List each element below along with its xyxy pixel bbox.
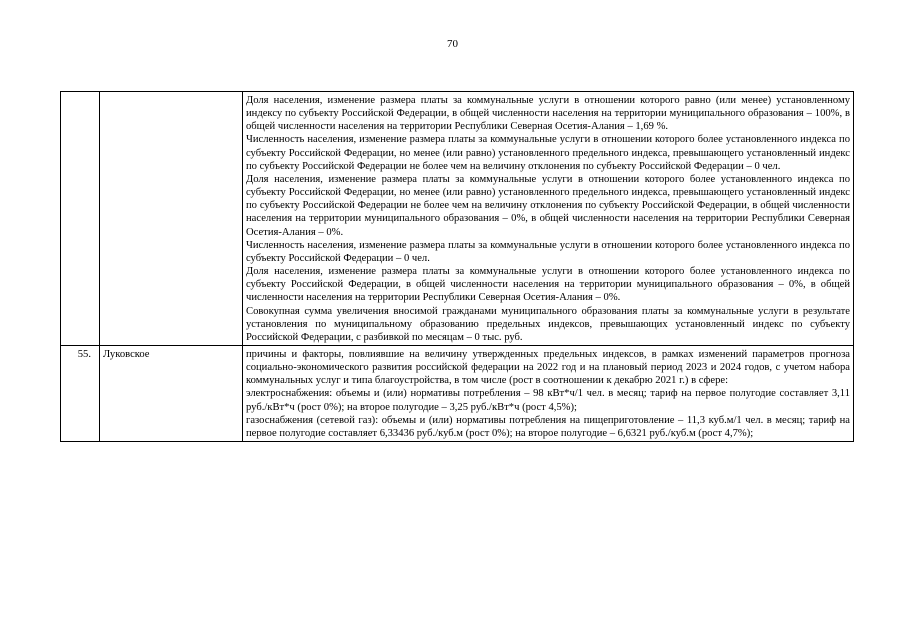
paragraph: Численность населения, изменение размера платы за коммунальные услуги в отношении которого более установленного индекса по субъекту Российской Федерации, но менее (или равно) установленного предельного индекса, превышающего установленный индекс по субъекту Российской Федерации не более чем на величину отклонения по субъекту Российской Федерации – 0 чел. xyxy=(246,134,850,172)
paragraph: причины и факторы, повлиявшие на величину утвержденных предельных индексов, в рамках изменений параметров прогноза социально-экономического развития российской федерации на 2022 год и на плановый период 2023 и 2024 годов, с учетом набора коммунальных услуг и типа благоустройства, в том числе (рост в соотношении к декабрю 2021 г.) в сфере: xyxy=(246,348,850,387)
content-table xyxy=(60,91,854,442)
table-row xyxy=(61,92,854,346)
municipality-name-cell: Луковское xyxy=(100,345,243,441)
paragraph: Доля населения, изменение размера платы за коммунальные услуги в отношении которого равно (или менее) установленному индексу по субъекту Российской Федерации, в общей численности населения на территории муниципального образования – 100%, в общей численности населения на территории Республики Северная Осетия-Алания – 1,69 %. xyxy=(246,95,850,133)
paragraph: газоснабжения (сетевой газ): объемы и (или) нормативы потребления на пищеприготовление – 11,3 куб.м/1 чел. в месяц; тариф на первое полугодие составляет 6,33436 руб./куб.м (рост 0%); на второе полугодие – 6,6321 руб./куб.м (рост 4,7%); xyxy=(246,414,850,439)
paragraph: электроснабжения: объемы и (или) нормативы потребления – 98 кВт*ч/1 чел. в месяц; тариф на первое полугодие составляет 3,11 руб./кВт*ч (рост 0%); на второе полугодие – 3,25 руб./кВт*ч (рост 4,5%); xyxy=(246,388,850,413)
description-cell xyxy=(243,92,854,346)
description-cell xyxy=(243,345,854,441)
paragraph: Совокупная сумма увеличения вносимой гражданами муниципального образования платы за коммунальные услуги в результате установления по муниципальному образованию предельных индексов, превышающих установленный индекс по субъекту Российской Федерации, с разбивкой по месяцам – 0 тыс. руб. xyxy=(246,305,850,343)
municipality-name-cell xyxy=(100,92,243,346)
row-number-cell: 55. xyxy=(61,345,100,441)
row-number-cell xyxy=(61,92,100,346)
paragraph: Численность населения, изменение размера платы за коммунальные услуги в отношении которого более установленного индекса по субъекту Российской Федерации – 0 чел. xyxy=(246,239,850,264)
paragraph: Доля населения, изменение размера платы за коммунальные услуги в отношении которого более установленного индекса по субъекту Российской Федерации, в общей численности населения на территории муниципального образования – 0%, в общей численности населения на территории Республики Северная Осетия-Алания – 0%. xyxy=(246,266,850,304)
page-number: 70 xyxy=(447,38,458,50)
paragraph: Доля населения, изменение размера платы за коммунальные услуги в отношении которого более установленного индекса по субъекту Российской Федерации, но менее (или равно) установленного предельного индекса, превышающего установленный индекс по субъекту Российской Федерации не более чем на величину отклонения по субъекту Российской Федерации, в общей численности населения на территории муниципального образования – 0%, в общей численности населения на территории Республики Северная Осетия-Алания – 0%. xyxy=(246,173,850,238)
table-row xyxy=(61,345,854,441)
